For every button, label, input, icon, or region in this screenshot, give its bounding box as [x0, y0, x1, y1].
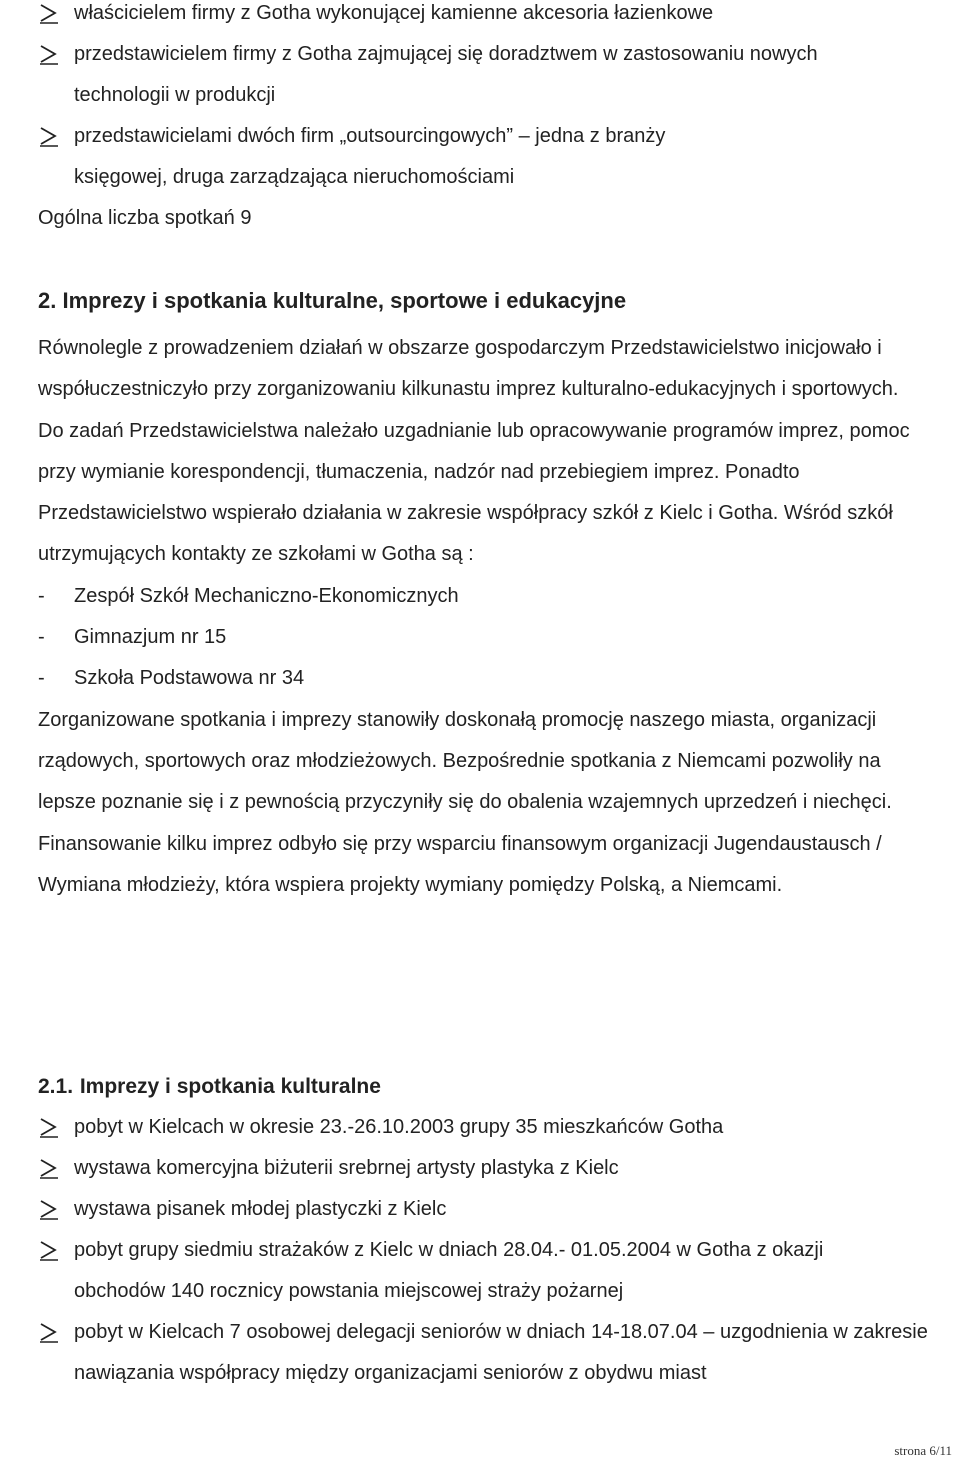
school-name: Gimnazjum nr 15 — [74, 626, 227, 649]
representatives-list — [38, 0, 938, 198]
meetings-total: Ogólna liczba spotkań 9 — [38, 207, 252, 229]
section-body — [38, 328, 928, 906]
dash-marker: - — [38, 667, 45, 690]
list-item — [38, 576, 928, 617]
list-item-text: przedstawicielami dwóch firm „outsourcingowych” – jedna z branży księgowej, druga zarządzająca nieruchomościami — [74, 125, 666, 188]
arrow-bullet-icon — [38, 1116, 60, 1138]
paragraph: Finansowanie kilku imprez odbyło się przy wsparciu finansowym organizacji Jugendaustausch / Wymiana młodzieży, która wspiera projekty wymiany pomiędzy Polską, a Niemcami. — [38, 832, 882, 896]
dash-marker: - — [38, 584, 45, 607]
arrow-bullet-icon — [38, 1157, 60, 1179]
list-item-text: właścicielem firmy z Gotha wykonującej kamienne akcesoria łazienkowe — [74, 2, 714, 24]
list-item-text: pobyt w Kielcach w okresie 23.-26.10.2003 grupy 35 mieszkańców Gotha — [74, 1116, 724, 1138]
schools-list — [38, 576, 928, 700]
paragraph: Zorganizowane spotkania i imprezy stanowiły doskonałą promocję naszego miasta, organizacji rządowych, sportowych oraz młodzieżowych. Bezpośrednie spotkania z Niemcami pozwoliły na lepsze poznanie się i z pewnością przyczyniły się do obalenia wzajemnych uprzedzeń i niechęci. — [38, 708, 892, 814]
arrow-bullet-icon — [38, 2, 60, 24]
section-number: 2. — [38, 288, 57, 313]
subsection-heading — [38, 1066, 381, 1107]
list-item-text: pobyt grupy siedmiu strażaków z Kielc w dniach 28.04.- 01.05.2004 w Gotha z okazji obchodów 140 rocznicy powstania miejscowej straży pożarnej — [74, 1239, 824, 1302]
school-name: Szkoła Podstawowa nr 34 — [74, 667, 305, 690]
arrow-bullet-icon — [38, 1239, 60, 1261]
list-item — [38, 34, 874, 116]
list-item — [38, 617, 928, 658]
list-item — [38, 0, 938, 34]
section-heading — [38, 280, 626, 321]
dash-marker: - — [38, 626, 45, 649]
list-item-text: przedstawicielem firmy z Gotha zajmującej się doradztwem w zastosowaniu nowych technologii w produkcji — [74, 43, 818, 106]
list-item — [38, 1312, 934, 1394]
list-item — [38, 658, 928, 699]
list-item-text: wystawa komercyjna biżuterii srebrnej artysty plastyka z Kielc — [74, 1157, 619, 1179]
section-number: 2.1. — [38, 1075, 74, 1098]
arrow-bullet-icon — [38, 125, 60, 147]
arrow-bullet-icon — [38, 1198, 60, 1220]
paragraph: Równolegle z prowadzeniem działań w obszarze gospodarczym Przedstawicielstwo inicjowało i współuczestniczyło przy zorganizowaniu kilkunastu imprez kulturalno-edukacyjnych i sportowych. Do zadań Przedstawicielstwa należało uzgadnianie lub opracowywanie programów imprez, pomoc przy wymianie korespondencji, tłumaczenia, nadzór nad przebiegiem imprez. Ponadto Przedstawicielstwo wspierało działania w zakresie współpracy szkół z Kielc i Gotha. Wśród szkół utrzymujących kontakty ze szkołami w Gotha są : — [38, 337, 910, 566]
section-title: Imprezy i spotkania kulturalne, sportowe i edukacyjne — [62, 288, 627, 313]
list-item — [38, 116, 764, 198]
list-item-text: pobyt w Kielcach 7 osobowej delegacji seniorów w dniach 14-18.07.04 – uzgodnienia w zakresie nawiązania współpracy między organizacjami seniorów z obydwu miast — [74, 1321, 928, 1384]
school-name: Zespół Szkół Mechaniczno-Ekonomicznych — [74, 584, 459, 607]
list-item — [38, 1148, 938, 1189]
cultural-events-list — [38, 1107, 938, 1394]
arrow-bullet-icon — [38, 43, 60, 65]
section-title: Imprezy i spotkania kulturalne — [79, 1075, 381, 1098]
list-item — [38, 1107, 938, 1148]
list-item — [38, 1189, 938, 1230]
page-number: strona 6/11 — [894, 1443, 952, 1458]
list-item — [38, 1230, 904, 1312]
arrow-bullet-icon — [38, 1321, 60, 1343]
list-item-text: wystawa pisanek młodej plastyczki z Kielc — [74, 1198, 447, 1220]
